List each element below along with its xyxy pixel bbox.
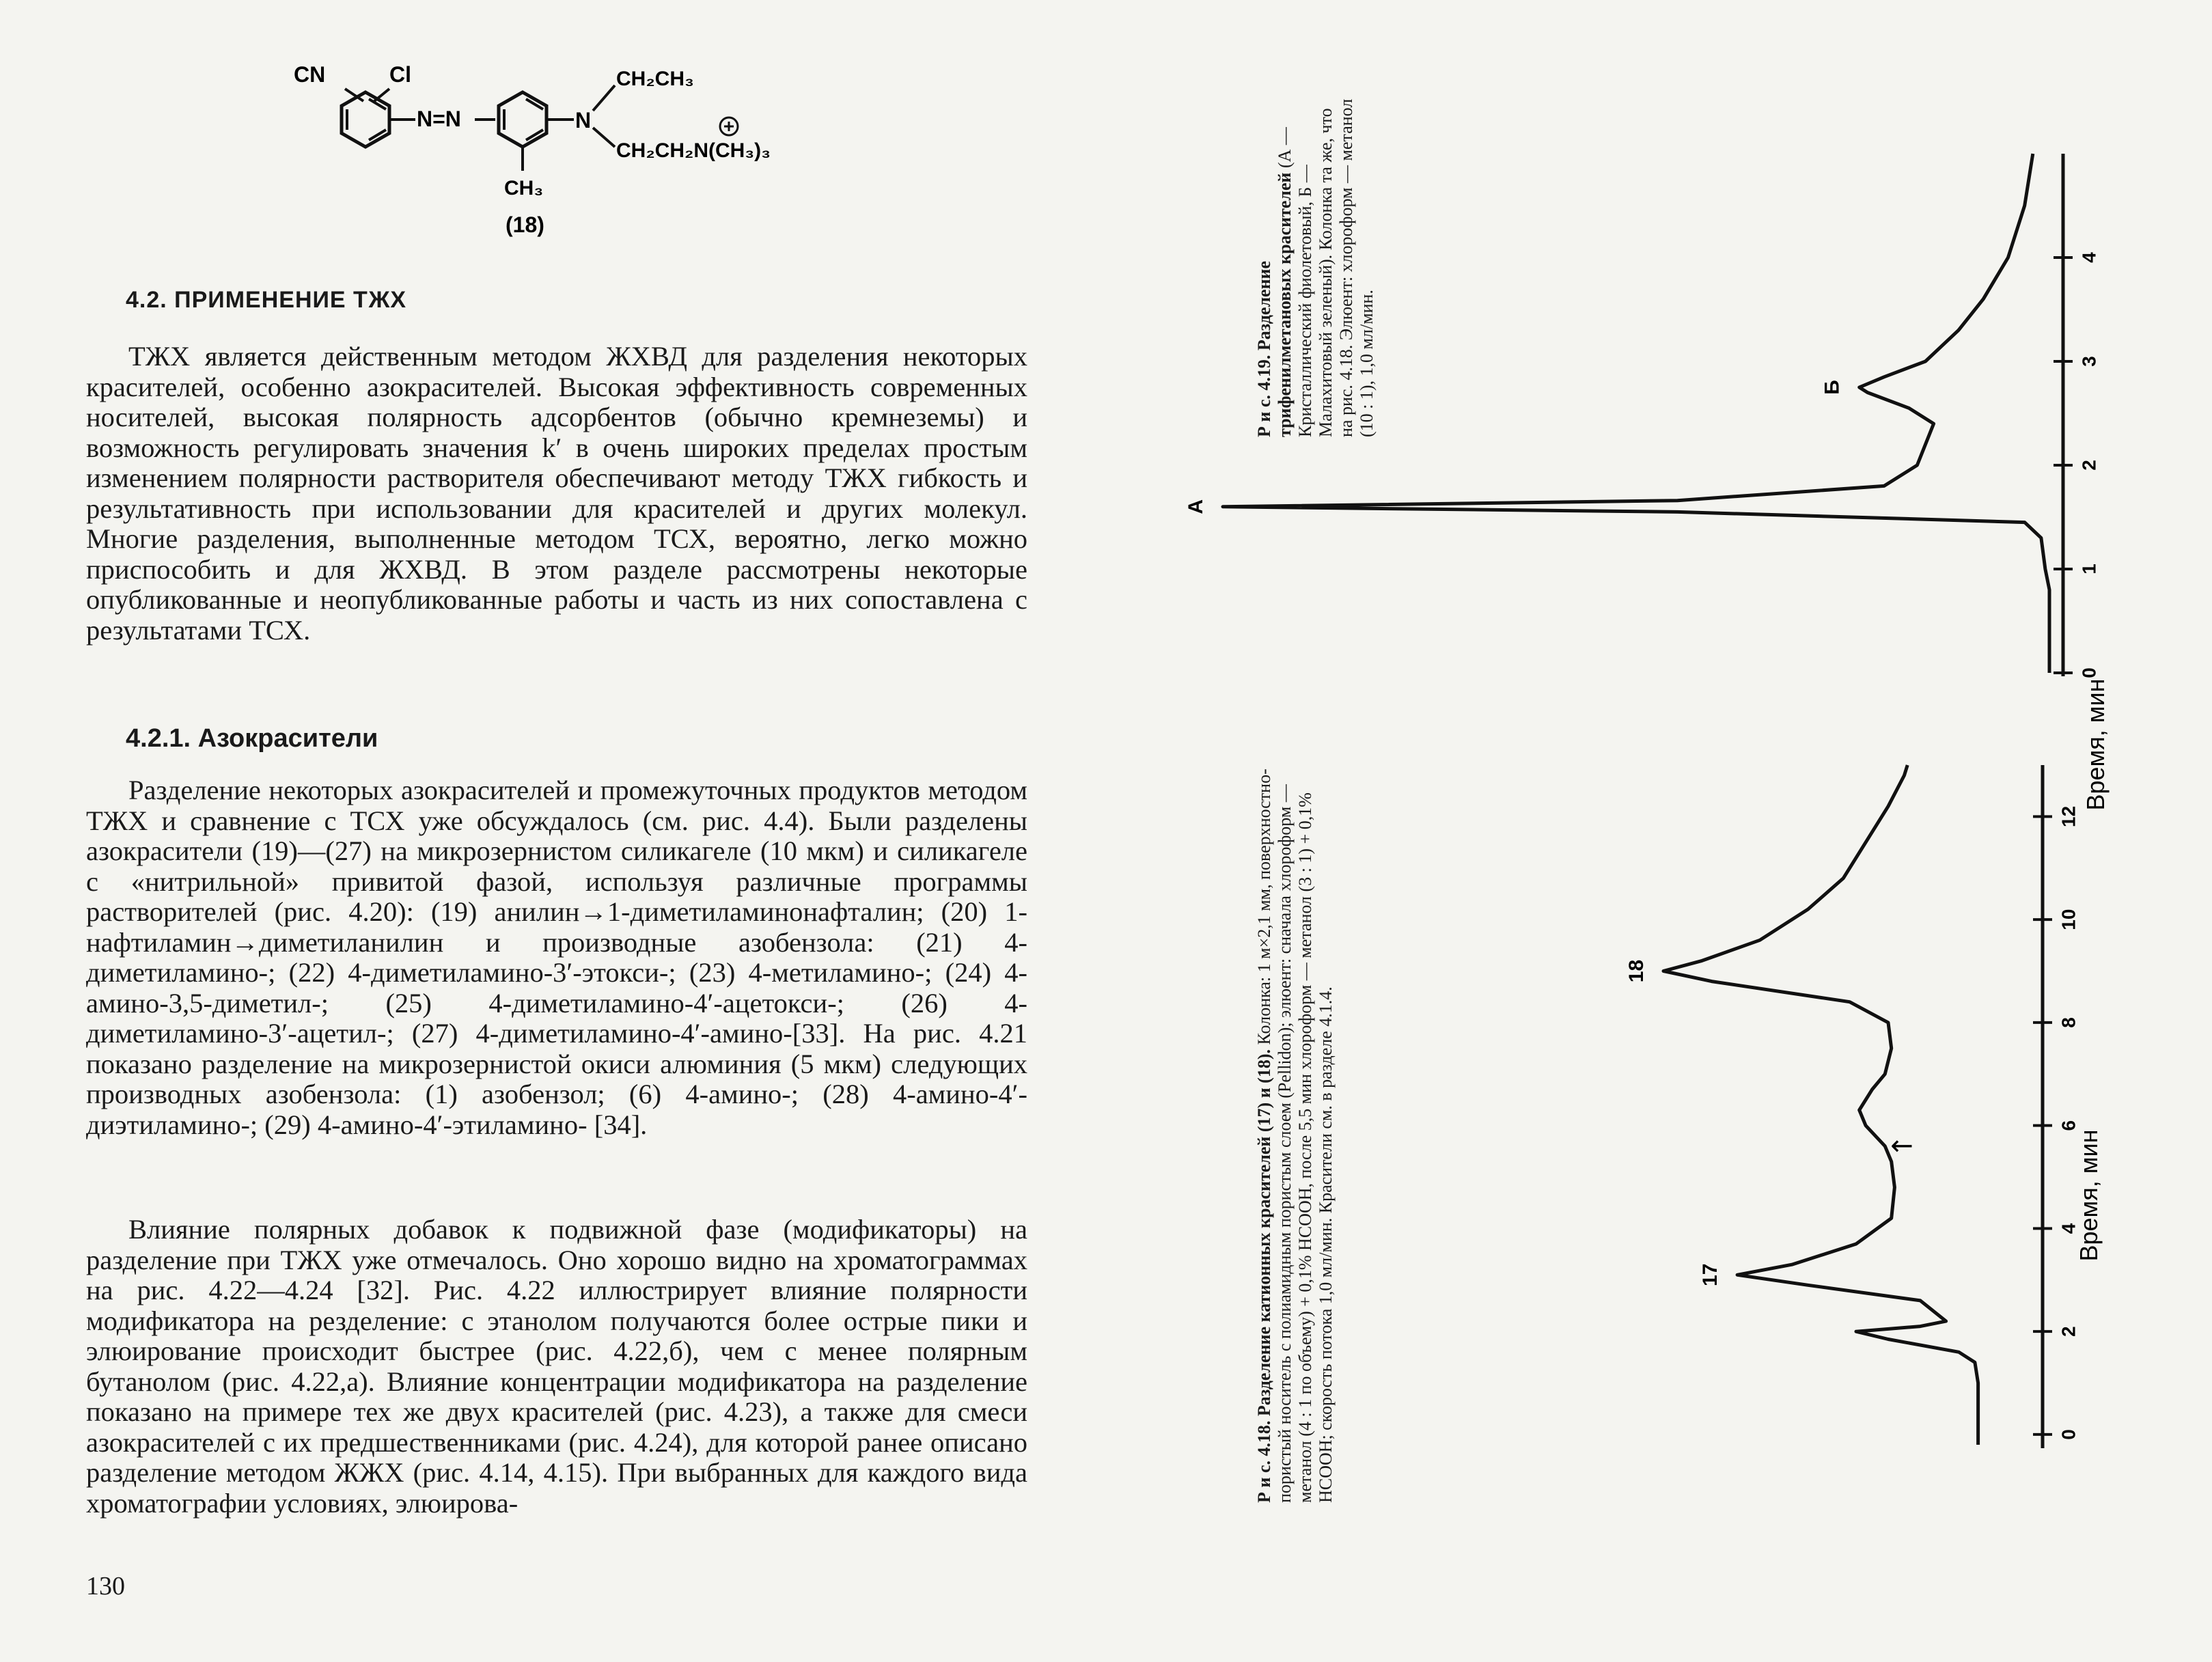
chart-2-tick-label: 2	[2058, 1326, 2079, 1337]
figure-4-18-caption-text: Колонка: 1 м×2,1 мм, поверхностно-пористый носитель с полиамидным пористым слоем (Pellidon); элюент: сначала хлороформ — метанол (4 : 1 по объему) + 0,1% HCOOH, после 5,5 мин хлороформ — метанол (3 : 1) + 0,1% HCOOH; скорость потока 1,0 мл/мин. Красители см. в разделе 4.1.4.	[1254, 768, 1336, 1503]
formula-ethyl: CH₂CH₃	[616, 68, 694, 90]
chart-1-tick-label: 1	[2078, 564, 2100, 574]
chart-2-tick-label: 8	[2058, 1017, 2079, 1028]
paragraph-2: Разделение некоторых азокрасителей и промежуточных продуктов методом ТЖХ и сравнение с ТСХ уже обсуждалось (см. рис. 4.4). Были разделены азокрасители (19)—(27) на микрозернистом силикагеле (10 мкм) и силикагеле с «нитрильной» привитой фазой, используя различные программы растворителей (рис. 4.20): (19) анилин→1-диметиламинонафталин; (20) 1-нафтиламин→диметиланилин и производные азобензола: (21) 4-диметиламино-; (22) 4-диметиламино-3′-этокси-; (23) 4-метиламино-; (24) 4-амино-3,5-диметил-; (25) 4-диметиламино-4′-ацетокси-; (26) 4-диметиламино-3′-ацетил-; (27) 4-диметиламино-4′-амино-[33]. На рис. 4.21 показано разделение на микрозернистой окиси алюминия (5 мкм) следующих производных азобензола: (1) азобензол; (6) 4-амино-; (28) 4-амино-4′-диэтиламино-; (29) 4-амино-4′-этиламино- [34].	[86, 775, 1027, 1140]
chart-2-tick-label: 10	[2058, 909, 2079, 930]
chart-1-tick-label: 3	[2078, 356, 2100, 367]
chart-1-tick-label: 4	[2078, 252, 2100, 263]
chart-1-peak-label: Б	[1821, 380, 1844, 395]
chart-2-trace	[1663, 765, 1978, 1445]
chart-1-tick-label: 0	[2078, 667, 2100, 678]
formula-n: N	[575, 108, 592, 133]
chart-2-arrow-annotation: ↑	[1887, 1135, 1919, 1158]
chart-2-peak-label: 17	[1699, 1263, 1722, 1286]
chart-1-tick-label: 2	[2078, 460, 2100, 471]
formula-cl: Cl	[389, 62, 411, 87]
chart-2-tick-label: 6	[2058, 1120, 2079, 1131]
page-number: 130	[86, 1572, 125, 1601]
formula-cn: CN	[294, 62, 326, 87]
chart-1-axis-title: Время, мин	[2082, 678, 2110, 811]
chart-1-peak-label: А	[1185, 499, 1207, 514]
formula-number: (18)	[506, 212, 544, 237]
paragraph-1: ТЖХ является действенным методом ЖХВД для разделения некоторых красителей, особенно азокрасителей. Высокая эффективность современных носителей, высокая полярность адсорбентов (обычно кремнеземы) и возможность регулировать значения k′ в очень широких пределах простым изменением полярности растворителя обеспечивают методу ТЖХ гибкость и результативность при использовании для красителей и других молекул. Многие разделения, выполненные методом ТСХ, вероятно, легко можно приспособить и для ЖХВД. В этом разделе рассмотрены некоторые опубликованные и неопубликованные работы и часть из них сопоставлена с результатами ТСХ.	[86, 341, 1027, 646]
section-title: 4.2. ПРИМЕНЕНИЕ ТЖХ	[126, 287, 407, 313]
figure-4-18-caption-title: Р и с. 4.18. Разделение катионных красителей (17) и (18).	[1254, 1049, 1274, 1503]
formula-ammonium: CH₂CH₂N(CH₃)₃	[616, 139, 771, 162]
subsection-title: 4.2.1. Азокрасители	[126, 724, 378, 753]
chart-2-tick-label: 12	[2058, 805, 2079, 827]
chart-2-tick-label: 4	[2058, 1223, 2079, 1234]
chart-2-tick-label: 0	[2058, 1429, 2079, 1440]
chart-2-axis-title: Время, мин	[2075, 1129, 2103, 1262]
figure-4-19-caption-title: Р и с. 4.19. Разделение трифенилметановых красителей	[1254, 172, 1295, 437]
formula-azo: N=N	[417, 107, 461, 131]
chart-1-trace	[1223, 154, 2049, 673]
formula-methyl: CH₃	[504, 177, 544, 199]
paragraph-3: Влияние полярных добавок к подвижной фазе (модификаторы) на разделение при ТЖХ уже отмечалось. Оно хорошо видно на хроматограммах на рис. 4.22—4.24 [32]. Рис. 4.22 иллюстрирует влияние полярности модификатора на резделение: с этанолом получаются более острые пики и элюирование происходит быстрее (рис. 4.22,б), чем с менее полярным бутанолом (рис. 4.22,а). Влияние концентрации модификатора на разделение показано на примере тех же двух красителей (рис. 4.23), а также для смеси азокрасителей с их предшественниками (рис. 4.24), для которой ранее описано разделение методом ЖЖХ (рис. 4.14, 4.15). При выбранных для каждого вида хроматографии условиях, элюирова-	[86, 1214, 1027, 1519]
figure-4-19-caption-text: (А — Кристаллический фиолетовый, Б — Малахитовый зеленый). Колонка та же, что на рис. 4.18. Элюент: хлороформ — метанол (10 : 1), 1,0 мл/мин.	[1275, 98, 1377, 437]
chart-2-peak-label: 18	[1625, 959, 1648, 983]
